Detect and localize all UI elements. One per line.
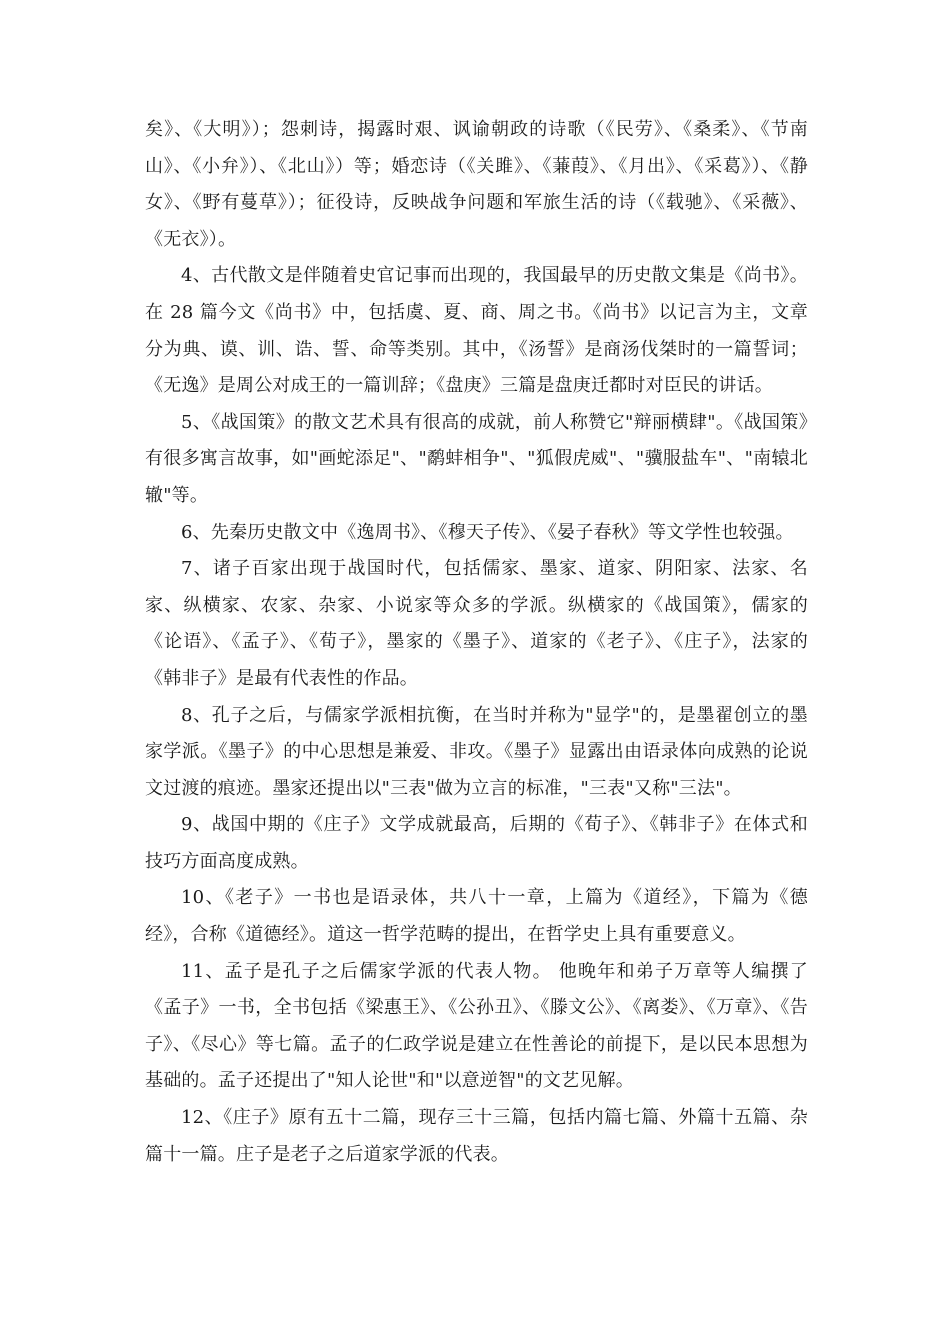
paragraph-8: 8、孔子之后，与儒家学派相抗衡，在当时并称为"显学"的，是墨翟创立的墨家学派。《墨子》的中心思想是兼爱、非攻。《墨子》显露出由语录体向成熟的论说文过渡的痕迹。墨家还提出以"三表"做为立言的标准，"三表"又称"三法"。 — [145, 704, 808, 799]
paragraph-6: 6、先秦历史散文中《逸周书》、《穆天子传》、《晏子春秋》等文学性也较强。 — [181, 521, 794, 543]
paragraph-11: 11、孟子是孔子之后儒家学派的代表人物。 他晚年和弟子万章等人编撰了《孟子》一书，全书包括《梁惠王》、《公孙丑》、《滕文公》、《离娄》、《万章》、《告子》、《尽心》等七篇。孟子的仁政学说是建立在性善论的前提下，是以民本思想为基础的。孟子还提出了"知人论世"和"以意逆智"的文艺见解。 — [145, 960, 808, 1092]
paragraph-12: 12、《庄子》原有五十二篇，现存三十三篇，包括内篇七篇、外篇十五篇、杂篇十一篇。庄子是老子之后道家学派的代表。 — [145, 1107, 808, 1165]
document-body — [145, 112, 808, 1173]
paragraph-5: 5、《战国策》的散文艺术具有很高的成就，前人称赞它"辩丽横肆"。《战国策》有很多寓言故事，如"画蛇添足"、"鹬蚌相争"、"狐假虎威"、"骥服盐车"、"南辕北辙"等。 — [145, 411, 808, 506]
paragraph-7: 7、诸子百家出现于战国时代，包括儒家、墨家、道家、阴阳家、法家、名家、纵横家、农家、杂家、小说家等众多的学派。纵横家的《战国策》，儒家的《论语》、《孟子》、《荀子》，墨家的《墨子》、道家的《老子》、《庄子》，法家的《韩非子》是最有代表性的作品。 — [145, 558, 808, 689]
paragraph-10: 10、《老子》一书也是语录体，共八十一章，上篇为《道经》，下篇为《德经》，合称《道德经》。道这一哲学范畴的提出，在哲学史上具有重要意义。 — [145, 887, 808, 946]
paragraph-continued-shijing: 矣》、《大明》）；怨刺诗，揭露时艰、讽谕朝政的诗歌（《民劳》、《桑柔》、《节南山》、《小弁》）、《北山》）等；婚恋诗（《关雎》、《蒹葭》、《月出》、《采葛》）、《静女》、《野有蔓草》）；征役诗，反映战争问题和军旅生活的诗（《载驰》、《采薇》、《无衣》）。 — [145, 119, 808, 250]
paragraph-9: 9、战国中期的《庄子》文学成就最高，后期的《荀子》、《韩非子》在体式和技巧方面高度成熟。 — [145, 814, 808, 872]
paragraph-4: 4、古代散文是伴随着史官记事而出现的，我国最早的历史散文集是《尚书》。在 28 篇今文《尚书》中，包括虞、夏、商、周之书。《尚书》以记言为主，文章分为典、谟、训、诰、誓、命等类别。其中，《汤誓》是商汤伐桀时的一篇誓词；《无逸》是周公对成王的一篇训辞；《盘庚》三篇是盘庚迁都时对臣民的讲话。 — [145, 265, 808, 397]
